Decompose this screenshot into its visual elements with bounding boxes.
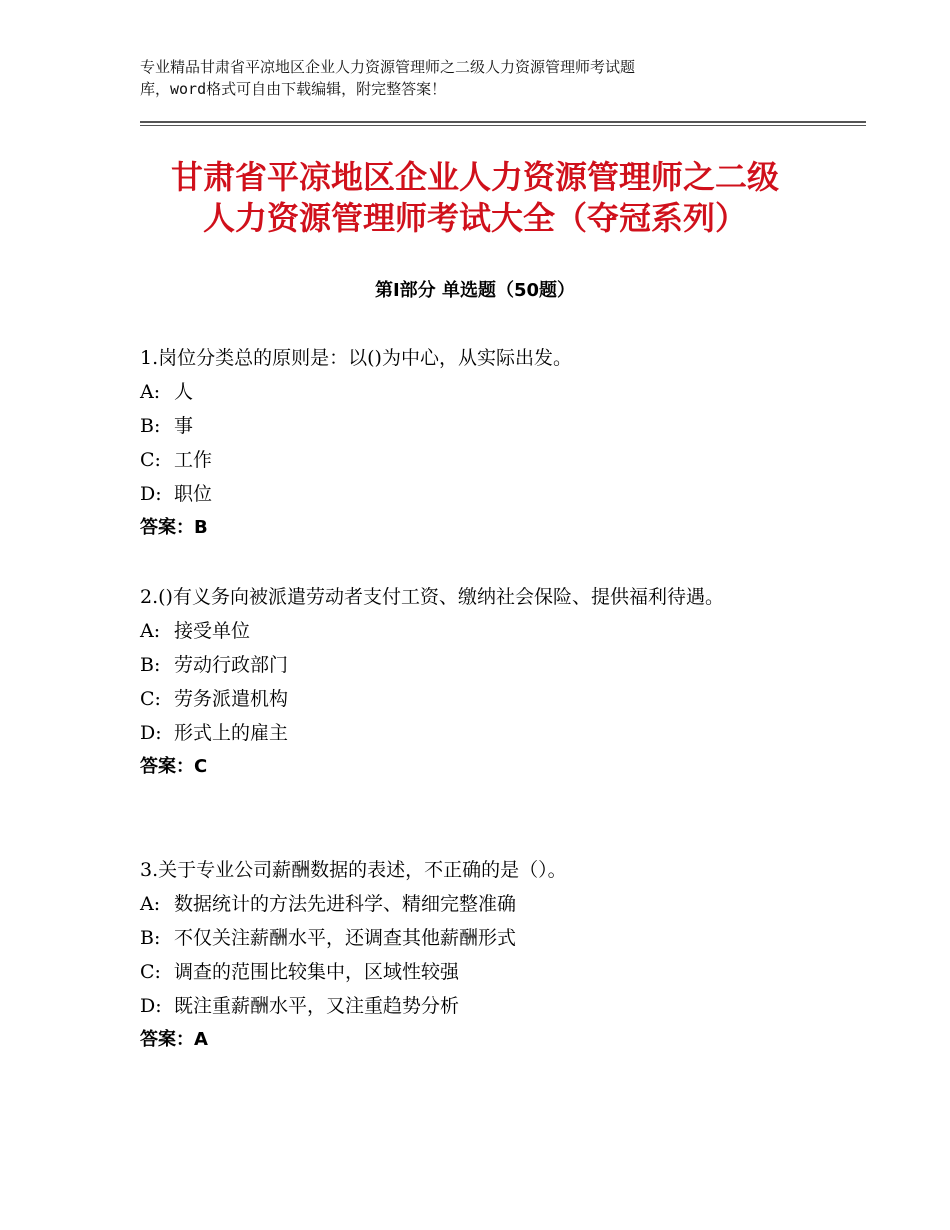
question-3 [140, 853, 800, 1057]
question-stem: 2.()有义务向被派遣劳动者支付工资、缴纳社会保险、提供福利待遇。 [140, 586, 724, 608]
section-heading: 第Ⅰ部分 单选题（50题） [374, 280, 575, 301]
option-key: A: [140, 893, 161, 915]
option-text: 数据统计的方法先进科学、精细完整准确 [174, 893, 517, 915]
header-line-1: 专业精品甘肃省平凉地区企业人力资源管理师之二级人力资源管理师考试题 [140, 58, 636, 76]
option-c [140, 443, 800, 477]
option-text: 人 [174, 381, 194, 403]
option-key: D: [140, 722, 162, 744]
option-b [140, 921, 800, 955]
option-a [140, 614, 780, 648]
option-b [140, 409, 800, 443]
option-c [140, 682, 780, 716]
answer: 答案：C [140, 756, 208, 777]
option-d [140, 716, 780, 750]
answer: 答案：B [140, 517, 208, 538]
answer: 答案：A [140, 1029, 208, 1050]
option-c [140, 955, 800, 989]
option-key: D: [140, 483, 162, 505]
option-text: 形式上的雇主 [174, 722, 289, 744]
title-line-1: 甘肃省平凉地区企业人力资源管理师之二级 [170, 158, 779, 196]
option-key: C: [140, 688, 161, 710]
option-key: B: [140, 654, 161, 676]
option-a [140, 887, 800, 921]
option-key: B: [140, 927, 161, 949]
option-d [140, 477, 800, 511]
title-line-2: 人力资源管理师考试大全（夺冠系列） [202, 199, 747, 237]
option-key: D: [140, 995, 162, 1017]
option-text: 工作 [174, 449, 213, 471]
option-d [140, 989, 800, 1023]
option-text: 调查的范围比较集中，区域性较强 [174, 961, 460, 983]
option-key: A: [140, 381, 161, 403]
question-stem: 1.岗位分类总的原则是：以()为中心，从实际出发。 [140, 347, 572, 369]
option-text: 劳务派遣机构 [174, 688, 289, 710]
option-text: 既注重薪酬水平，又注重趋势分析 [174, 995, 460, 1017]
header-line-2: 库，word格式可自由下载编辑，附完整答案！ [140, 80, 447, 98]
option-key: A: [140, 620, 161, 642]
option-key: C: [140, 449, 161, 471]
option-text: 劳动行政部门 [174, 654, 289, 676]
header-divider-thin [140, 125, 866, 126]
option-text: 不仅关注薪酬水平，还调查其他薪酬形式 [174, 927, 517, 949]
option-key: B: [140, 415, 161, 437]
question-1 [140, 341, 800, 545]
option-text: 事 [174, 415, 194, 437]
document-title [120, 157, 830, 239]
option-key: C: [140, 961, 161, 983]
question-2 [140, 580, 780, 784]
option-a [140, 375, 800, 409]
question-stem: 3.关于专业公司薪酬数据的表述，不正确的是（）。 [140, 859, 567, 881]
option-text: 职位 [174, 483, 213, 505]
option-text: 接受单位 [174, 620, 251, 642]
option-b [140, 648, 780, 682]
document-header-note [140, 56, 780, 100]
header-divider-thick [140, 121, 866, 123]
